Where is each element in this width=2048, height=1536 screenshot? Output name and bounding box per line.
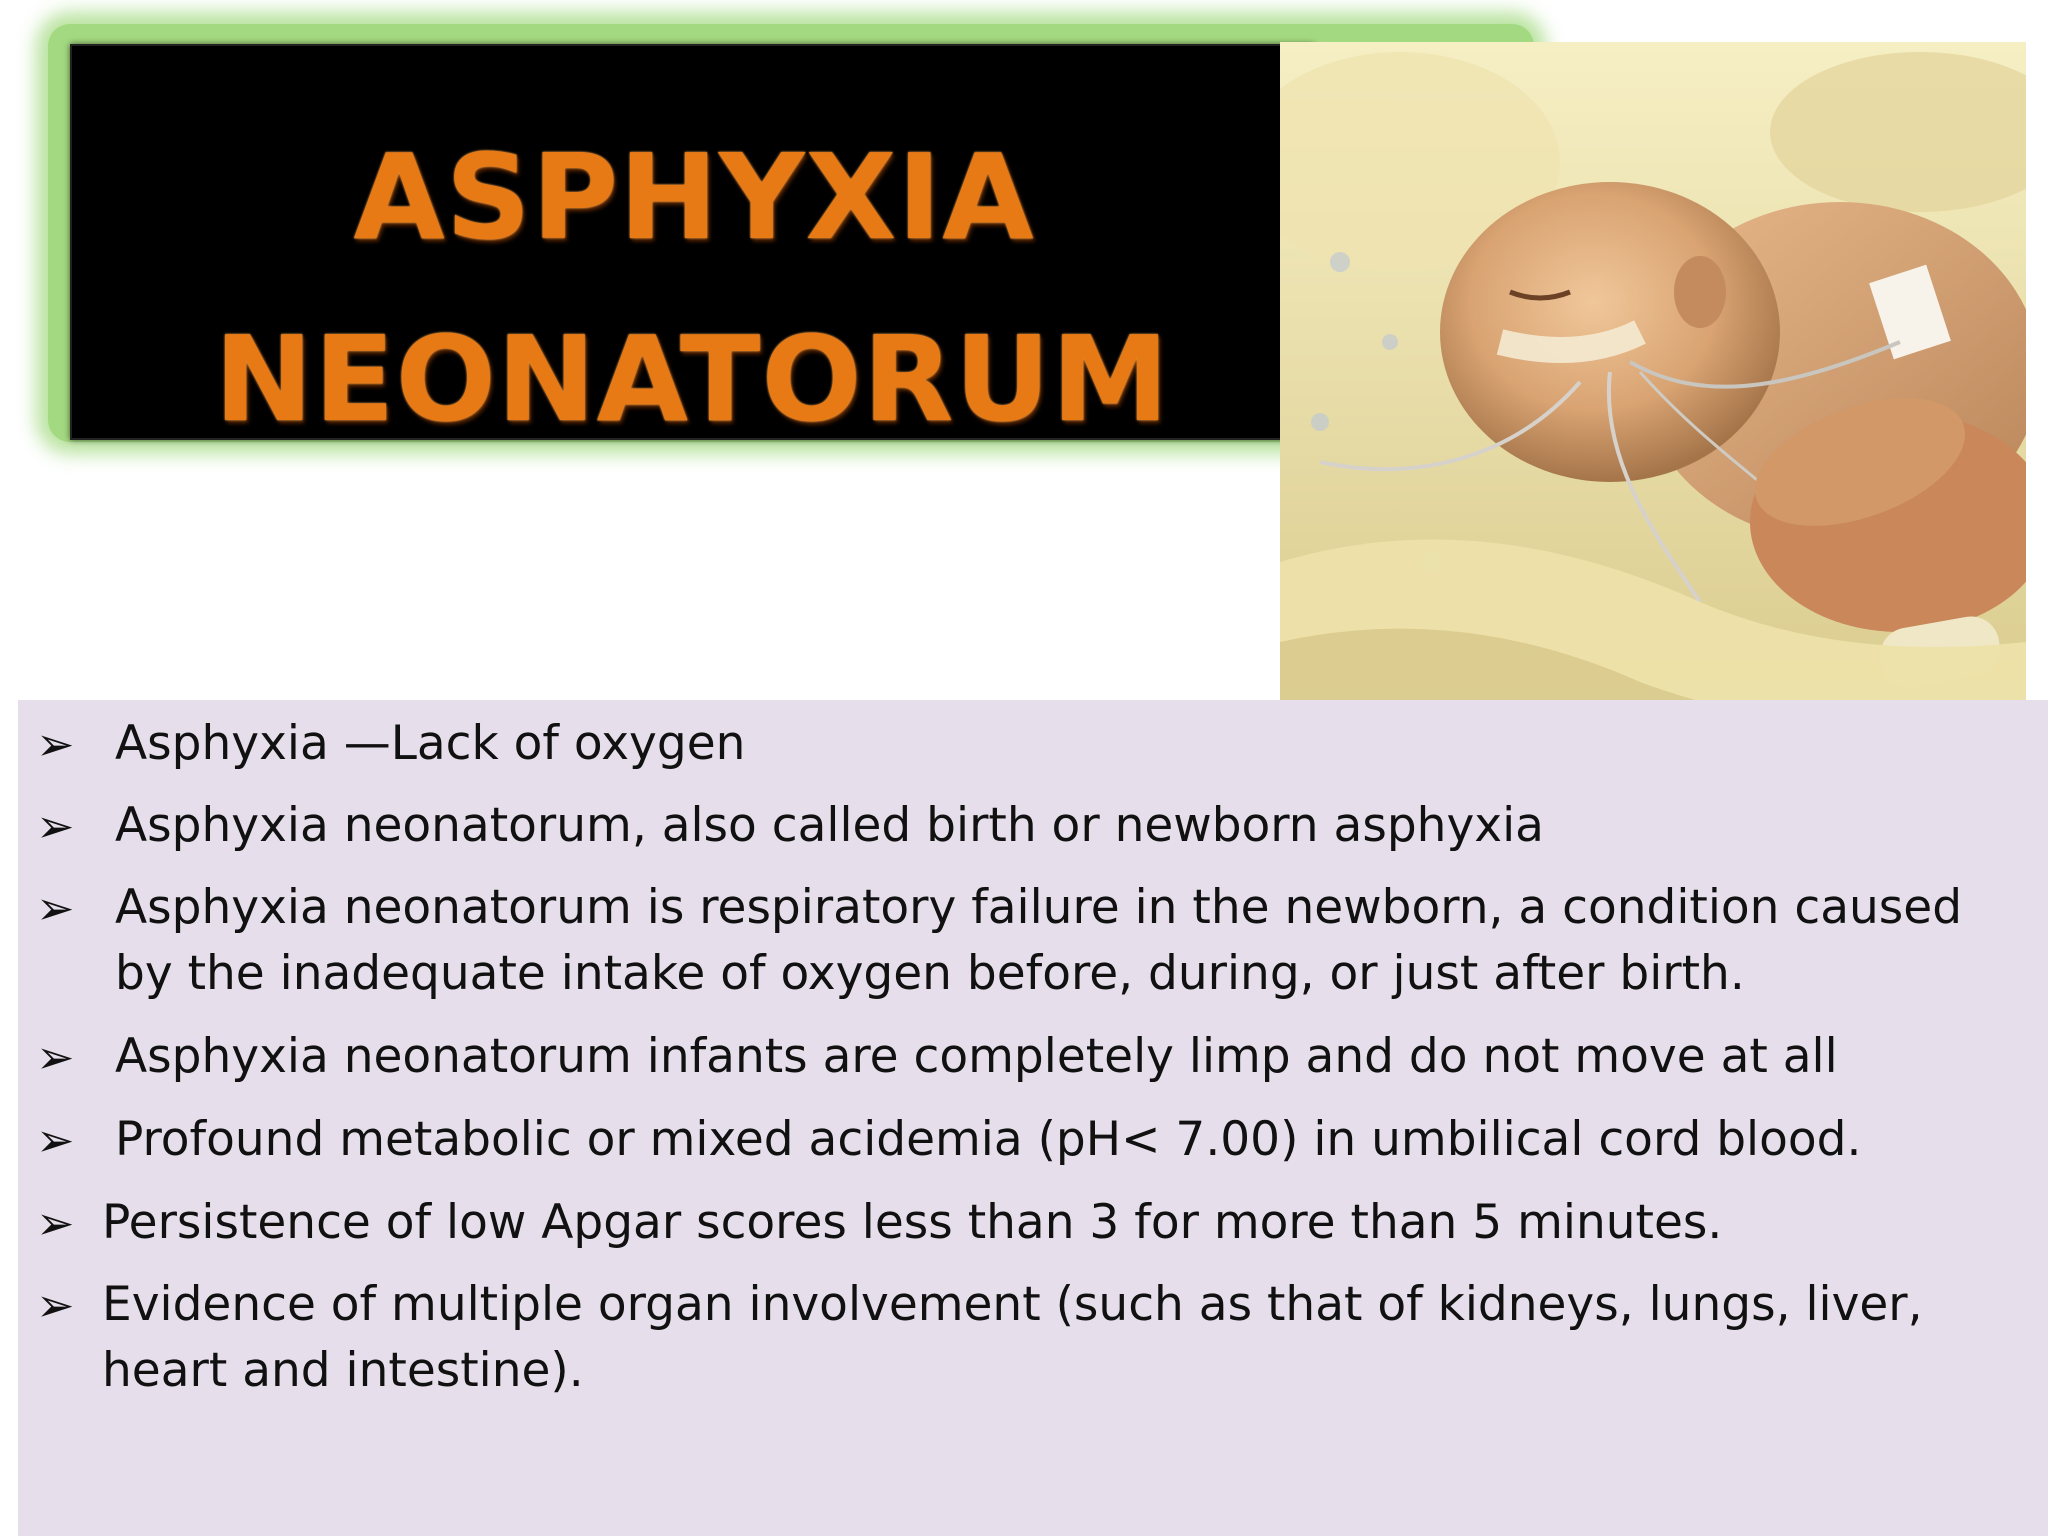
bullet-text: Asphyxia —Lack of oxygen	[115, 716, 746, 771]
bullet-text: Profound metabolic or mixed acidemia (pH< 7.00) in umbilical cord blood.	[115, 1112, 1862, 1167]
bullet-text: Evidence of multiple organ involvement (such as that of kidneys, lungs, liver, heart and intestine).	[102, 1277, 1923, 1398]
arrow-bullet-icon: ➢	[36, 799, 75, 853]
arrow-bullet-icon: ➢	[36, 717, 75, 771]
arrow-bullet-icon: ➢	[36, 1113, 75, 1167]
title-line-2: NEONATORUM	[214, 310, 1170, 448]
bullet-text: Asphyxia neonatorum infants are completely limp and do not move at all	[115, 1029, 1838, 1084]
list-item	[18, 1190, 2018, 1260]
list-item	[18, 1107, 2018, 1177]
arrow-bullet-icon: ➢	[36, 1196, 75, 1250]
arrow-bullet-icon: ➢	[36, 881, 75, 935]
arrow-bullet-icon: ➢	[36, 1030, 75, 1084]
list-item	[18, 793, 2018, 863]
bullet-text: Asphyxia neonatorum is respiratory failure in the newborn, a condition caused by the inadequate intake of oxygen before, during, or just after birth.	[115, 880, 1963, 1001]
list-item	[18, 875, 2018, 1015]
bullet-text: Persistence of low Apgar scores less than 3 for more than 5 minutes.	[102, 1195, 1723, 1250]
newborn-photo	[1280, 42, 2026, 768]
slide-title	[72, 106, 1312, 470]
list-item	[18, 711, 2018, 781]
title-banner	[70, 44, 1314, 448]
content-panel	[18, 700, 2048, 1536]
list-item	[18, 1024, 2018, 1094]
title-line-1: ASPHYXIA	[353, 128, 1035, 266]
arrow-bullet-icon: ➢	[36, 1278, 75, 1332]
bullet-text: Asphyxia neonatorum, also called birth or newborn asphyxia	[115, 798, 1544, 853]
list-item	[18, 1272, 2018, 1412]
